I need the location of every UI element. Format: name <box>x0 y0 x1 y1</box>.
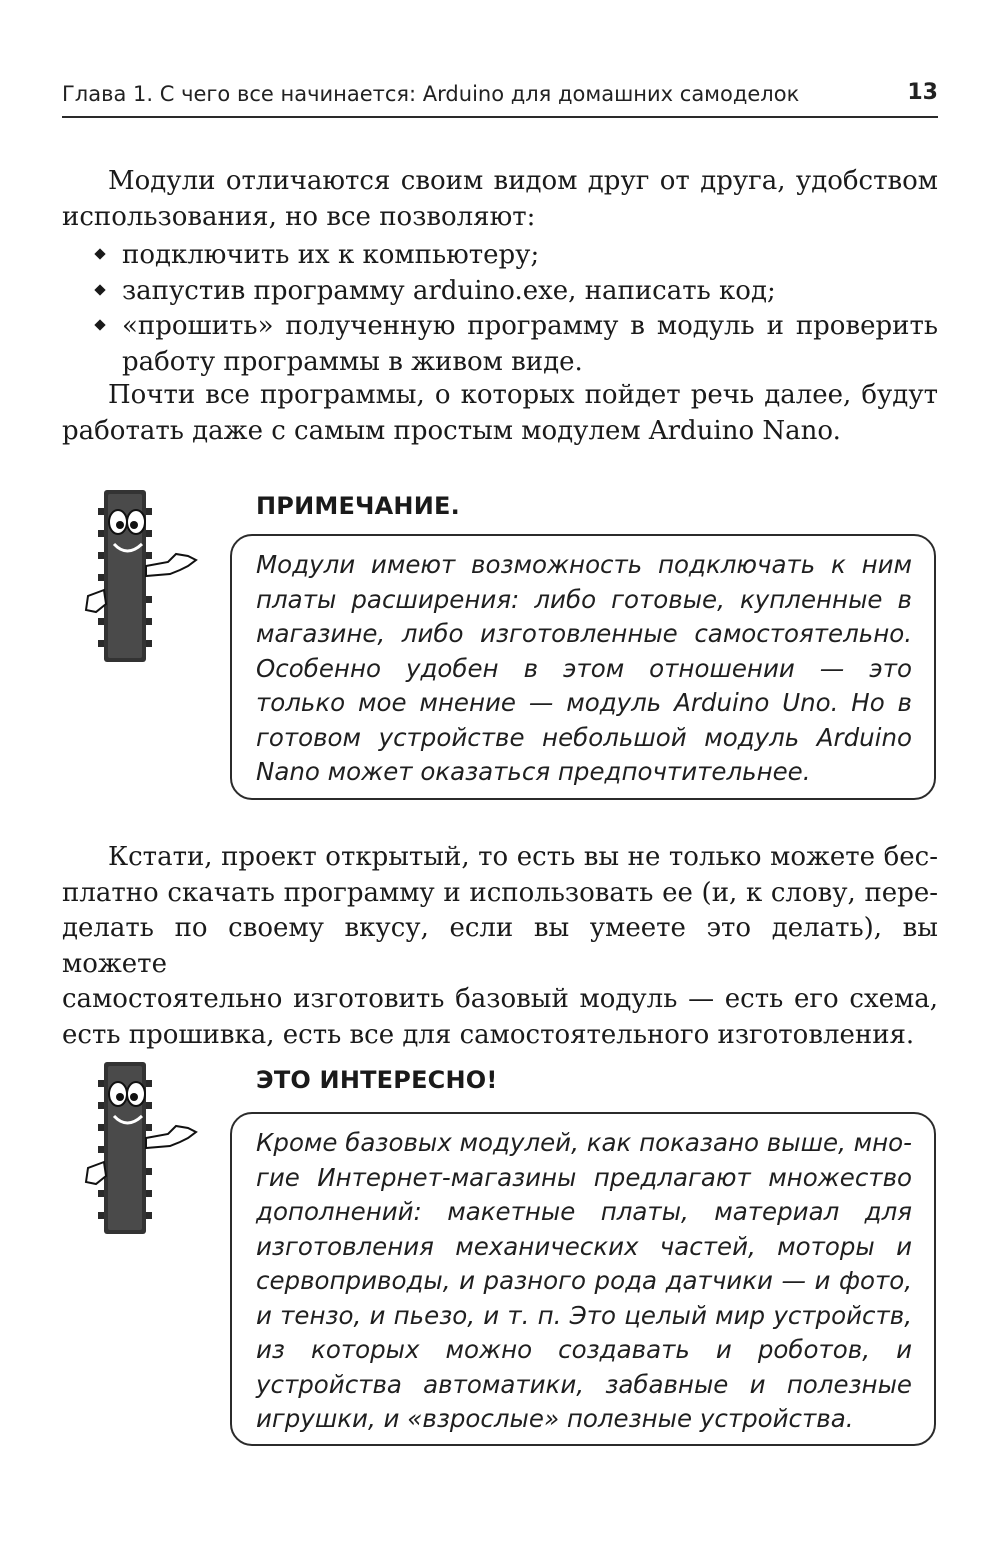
intro-paragraph <box>62 164 938 235</box>
note-title: ПРИМЕЧАНИЕ. <box>256 492 460 520</box>
list-item-text: работу программы в живом виде. <box>122 346 583 377</box>
chip-mascot-icon <box>84 1058 208 1238</box>
text-line: и тензо, и пьезо, и т. п. Это целый мир устройств, <box>256 1300 912 1330</box>
text-line: Кстати, проект открытый, то есть вы не только можете бес- <box>108 842 938 872</box>
note-title: ЭТО ИНТЕРЕСНО! <box>256 1066 498 1094</box>
page-number: 13 <box>907 80 938 105</box>
text-line: работать даже с самым простым модулем Arduino Nano. <box>62 415 841 446</box>
text-line: Модули отличаются своим видом друг от друга, удобством <box>108 166 938 196</box>
running-header <box>62 82 938 118</box>
text-line: игрушки, и «взрослые» полезные устройства. <box>256 1404 854 1433</box>
text-line: магазине, либо изготовленные самостоятельно. <box>256 619 912 648</box>
note-text <box>256 1126 912 1437</box>
text-line: из которых можно создавать и роботов, и <box>256 1335 912 1364</box>
text-line: делать по своему вкусу, если вы умеете это делать), вы можете <box>62 913 938 979</box>
note-box <box>230 534 936 800</box>
text-line: сервоприводы, и разного рода датчики — и фото, <box>256 1266 912 1295</box>
bullet-diamond-icon <box>94 319 105 330</box>
list-item <box>62 274 938 310</box>
text-line: изготовления механических частей, моторы и <box>256 1231 912 1261</box>
paragraph <box>62 840 938 1053</box>
text-line: готовом устройстве небольшой модуль Arduino <box>256 722 912 752</box>
note-text <box>256 548 912 790</box>
text-line: дополнений: макетные платы, материал для <box>256 1197 912 1226</box>
text-line: устройства автоматики, забавные и полезные <box>256 1369 912 1399</box>
text-line: Nano может оказаться предпочтительнее. <box>256 757 811 786</box>
text-line: Почти все программы, о которых пойдет речь далее, будут <box>108 380 938 410</box>
list-item <box>62 238 938 274</box>
text-line: есть прошивка, есть все для самостоятельного изготовления. <box>62 1019 915 1050</box>
text-line: платно скачать программу и использовать ее (и, к слову, пере- <box>62 877 938 908</box>
text-line: самостоятельно изготовить базовый модуль — есть его схема, <box>62 984 938 1014</box>
list-item-text: «прошить» полученную программу в модуль и проверить <box>122 311 938 341</box>
note-box <box>230 1112 936 1446</box>
text-line: гие Интернет-магазины предлагают множество <box>256 1162 912 1192</box>
text-line: Кроме базовых модулей, как показано выше, мно- <box>256 1128 912 1157</box>
chapter-title: Глава 1. С чего все начинается: Arduino для домашних самоделок <box>62 82 800 106</box>
paragraph <box>62 378 938 449</box>
bullet-diamond-icon <box>94 284 105 295</box>
bullet-diamond-icon <box>94 248 105 259</box>
chip-mascot-icon <box>84 486 208 666</box>
text-line: Особенно удобен в этом отношении — это <box>256 653 912 683</box>
list-item-text: запустив программу arduino.exe, написать код; <box>122 275 776 306</box>
text-line: использования, но все позволяют: <box>62 201 536 232</box>
text-line: платы расширения: либо готовые, купленные в <box>256 584 912 614</box>
text-line: только мое мнение — модуль Arduino Uno. Но в <box>256 688 912 717</box>
text-line: Модули имеют возможность подключать к ним <box>256 550 912 579</box>
bullet-list <box>62 238 938 380</box>
list-item-text: подключить их к компьютеру; <box>122 240 540 270</box>
list-item <box>62 309 938 380</box>
